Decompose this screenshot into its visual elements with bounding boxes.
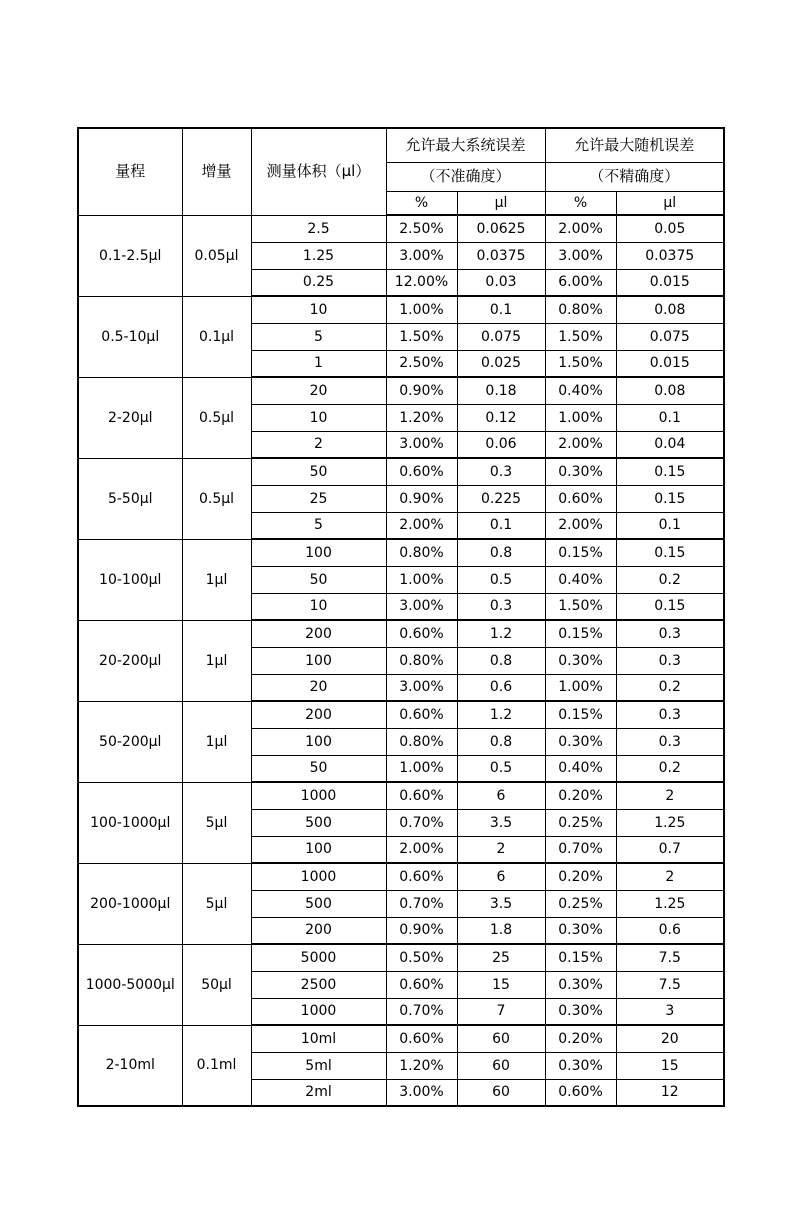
random-ul-cell: 0.3 bbox=[616, 701, 724, 728]
systematic-ul-cell: 6 bbox=[457, 782, 545, 809]
increment-cell: 1µl bbox=[182, 620, 251, 701]
random-ul-cell: 2 bbox=[616, 782, 724, 809]
random-ul-cell: 0.2 bbox=[616, 755, 724, 782]
volume-cell: 0.25 bbox=[251, 269, 386, 296]
systematic-ul-cell: 15 bbox=[457, 971, 545, 998]
range-cell: 0.1-2.5µl bbox=[78, 215, 182, 296]
random-pct-cell: 0.15% bbox=[545, 539, 616, 566]
random-ul-cell: 0.1 bbox=[616, 512, 724, 539]
random-pct-cell: 0.25% bbox=[545, 890, 616, 917]
random-ul-cell: 3 bbox=[616, 998, 724, 1025]
random-ul-cell: 0.15 bbox=[616, 458, 724, 485]
volume-cell: 1 bbox=[251, 350, 386, 377]
volume-cell: 100 bbox=[251, 836, 386, 863]
systematic-pct-cell: 0.80% bbox=[386, 539, 457, 566]
volume-cell: 500 bbox=[251, 890, 386, 917]
systematic-ul-cell: 0.0375 bbox=[457, 242, 545, 269]
volume-cell: 50 bbox=[251, 566, 386, 593]
table-row bbox=[78, 215, 724, 242]
increment-cell: 0.05µl bbox=[182, 215, 251, 296]
volume-cell: 2500 bbox=[251, 971, 386, 998]
systematic-ul-cell: 0.03 bbox=[457, 269, 545, 296]
systematic-ul-cell: 0.1 bbox=[457, 296, 545, 323]
table-row bbox=[78, 863, 724, 890]
table-row bbox=[78, 620, 724, 647]
systematic-ul-cell: 0.18 bbox=[457, 377, 545, 404]
systematic-ul-cell: 3.5 bbox=[457, 809, 545, 836]
volume-cell: 200 bbox=[251, 701, 386, 728]
volume-cell: 20 bbox=[251, 674, 386, 701]
random-ul-cell: 0.6 bbox=[616, 917, 724, 944]
random-ul-cell: 0.0375 bbox=[616, 242, 724, 269]
systematic-pct-cell: 0.70% bbox=[386, 998, 457, 1025]
table-row bbox=[78, 458, 724, 485]
volume-cell: 5 bbox=[251, 323, 386, 350]
random-pct-cell: 0.15% bbox=[545, 620, 616, 647]
random-ul-cell: 0.1 bbox=[616, 404, 724, 431]
systematic-pct-cell: 2.00% bbox=[386, 512, 457, 539]
systematic-pct-cell: 0.90% bbox=[386, 485, 457, 512]
range-cell: 100-1000µl bbox=[78, 782, 182, 863]
volume-cell: 25 bbox=[251, 485, 386, 512]
systematic-ul-cell: 0.075 bbox=[457, 323, 545, 350]
volume-cell: 2.5 bbox=[251, 215, 386, 242]
table-header bbox=[78, 128, 724, 215]
systematic-pct-cell: 0.60% bbox=[386, 1025, 457, 1052]
systematic-ul-cell: 60 bbox=[457, 1052, 545, 1079]
random-ul-cell: 20 bbox=[616, 1025, 724, 1052]
random-pct-cell: 2.00% bbox=[545, 431, 616, 458]
systematic-pct-cell: 1.20% bbox=[386, 404, 457, 431]
range-cell: 2-20µl bbox=[78, 377, 182, 458]
systematic-ul-cell: 1.2 bbox=[457, 620, 545, 647]
random-pct-cell: 0.40% bbox=[545, 755, 616, 782]
volume-cell: 200 bbox=[251, 620, 386, 647]
header-random-sub: （不精确度） bbox=[545, 162, 724, 191]
random-pct-cell: 0.70% bbox=[545, 836, 616, 863]
systematic-pct-cell: 0.90% bbox=[386, 917, 457, 944]
volume-cell: 100 bbox=[251, 728, 386, 755]
systematic-ul-cell: 2 bbox=[457, 836, 545, 863]
header-range: 量程 bbox=[78, 128, 182, 215]
random-pct-cell: 0.30% bbox=[545, 971, 616, 998]
table-row bbox=[78, 701, 724, 728]
random-ul-cell: 2 bbox=[616, 863, 724, 890]
random-pct-cell: 0.20% bbox=[545, 1025, 616, 1052]
table-row bbox=[78, 539, 724, 566]
systematic-pct-cell: 3.00% bbox=[386, 1079, 457, 1106]
random-ul-cell: 0.3 bbox=[616, 620, 724, 647]
random-ul-cell: 0.15 bbox=[616, 539, 724, 566]
range-cell: 5-50µl bbox=[78, 458, 182, 539]
random-ul-cell: 0.08 bbox=[616, 296, 724, 323]
table-row bbox=[78, 1025, 724, 1052]
range-cell: 10-100µl bbox=[78, 539, 182, 620]
systematic-pct-cell: 1.50% bbox=[386, 323, 457, 350]
systematic-pct-cell: 2.50% bbox=[386, 215, 457, 242]
random-pct-cell: 0.15% bbox=[545, 701, 616, 728]
systematic-pct-cell: 1.00% bbox=[386, 296, 457, 323]
random-ul-cell: 0.15 bbox=[616, 485, 724, 512]
systematic-pct-cell: 3.00% bbox=[386, 674, 457, 701]
random-ul-cell: 0.04 bbox=[616, 431, 724, 458]
systematic-ul-cell: 0.225 bbox=[457, 485, 545, 512]
systematic-ul-cell: 0.5 bbox=[457, 755, 545, 782]
systematic-pct-cell: 1.00% bbox=[386, 755, 457, 782]
systematic-pct-cell: 1.20% bbox=[386, 1052, 457, 1079]
systematic-ul-cell: 60 bbox=[457, 1025, 545, 1052]
volume-cell: 10 bbox=[251, 404, 386, 431]
systematic-ul-cell: 0.025 bbox=[457, 350, 545, 377]
volume-cell: 1000 bbox=[251, 782, 386, 809]
table-body bbox=[78, 215, 724, 1106]
increment-cell: 0.5µl bbox=[182, 377, 251, 458]
table-row bbox=[78, 377, 724, 404]
volume-cell: 1.25 bbox=[251, 242, 386, 269]
header-systematic-pct: % bbox=[386, 191, 457, 215]
random-pct-cell: 0.40% bbox=[545, 377, 616, 404]
pipette-tolerance-table bbox=[77, 127, 725, 1107]
systematic-pct-cell: 3.00% bbox=[386, 593, 457, 620]
random-pct-cell: 0.30% bbox=[545, 1052, 616, 1079]
increment-cell: 0.1µl bbox=[182, 296, 251, 377]
random-ul-cell: 0.15 bbox=[616, 593, 724, 620]
volume-cell: 1000 bbox=[251, 863, 386, 890]
systematic-ul-cell: 0.1 bbox=[457, 512, 545, 539]
systematic-pct-cell: 0.60% bbox=[386, 701, 457, 728]
random-pct-cell: 0.30% bbox=[545, 647, 616, 674]
systematic-ul-cell: 0.0625 bbox=[457, 215, 545, 242]
random-ul-cell: 0.05 bbox=[616, 215, 724, 242]
volume-cell: 500 bbox=[251, 809, 386, 836]
volume-cell: 50 bbox=[251, 755, 386, 782]
random-pct-cell: 1.50% bbox=[545, 350, 616, 377]
systematic-pct-cell: 2.00% bbox=[386, 836, 457, 863]
range-cell: 2-10ml bbox=[78, 1025, 182, 1106]
volume-cell: 5 bbox=[251, 512, 386, 539]
random-pct-cell: 0.25% bbox=[545, 809, 616, 836]
systematic-pct-cell: 12.00% bbox=[386, 269, 457, 296]
random-pct-cell: 0.15% bbox=[545, 944, 616, 971]
random-pct-cell: 0.30% bbox=[545, 458, 616, 485]
increment-cell: 1µl bbox=[182, 539, 251, 620]
volume-cell: 10ml bbox=[251, 1025, 386, 1052]
table-row bbox=[78, 944, 724, 971]
systematic-pct-cell: 0.60% bbox=[386, 782, 457, 809]
volume-cell: 5ml bbox=[251, 1052, 386, 1079]
random-ul-cell: 0.075 bbox=[616, 323, 724, 350]
systematic-pct-cell: 0.50% bbox=[386, 944, 457, 971]
systematic-pct-cell: 0.90% bbox=[386, 377, 457, 404]
systematic-pct-cell: 0.60% bbox=[386, 863, 457, 890]
systematic-ul-cell: 0.12 bbox=[457, 404, 545, 431]
systematic-pct-cell: 3.00% bbox=[386, 431, 457, 458]
random-ul-cell: 15 bbox=[616, 1052, 724, 1079]
range-cell: 50-200µl bbox=[78, 701, 182, 782]
random-pct-cell: 0.30% bbox=[545, 917, 616, 944]
random-pct-cell: 0.30% bbox=[545, 998, 616, 1025]
systematic-ul-cell: 0.6 bbox=[457, 674, 545, 701]
random-pct-cell: 0.60% bbox=[545, 485, 616, 512]
systematic-pct-cell: 3.00% bbox=[386, 242, 457, 269]
random-pct-cell: 1.00% bbox=[545, 404, 616, 431]
volume-cell: 10 bbox=[251, 296, 386, 323]
systematic-pct-cell: 0.80% bbox=[386, 647, 457, 674]
systematic-pct-cell: 0.80% bbox=[386, 728, 457, 755]
volume-cell: 5000 bbox=[251, 944, 386, 971]
random-ul-cell: 0.2 bbox=[616, 566, 724, 593]
volume-cell: 10 bbox=[251, 593, 386, 620]
random-ul-cell: 0.2 bbox=[616, 674, 724, 701]
random-ul-cell: 7.5 bbox=[616, 944, 724, 971]
header-systematic-sub: （不准确度） bbox=[386, 162, 545, 191]
systematic-ul-cell: 1.2 bbox=[457, 701, 545, 728]
table-row bbox=[78, 296, 724, 323]
random-pct-cell: 1.50% bbox=[545, 323, 616, 350]
random-ul-cell: 7.5 bbox=[616, 971, 724, 998]
header-systematic-ul: µl bbox=[457, 191, 545, 215]
random-pct-cell: 2.00% bbox=[545, 215, 616, 242]
random-pct-cell: 1.00% bbox=[545, 674, 616, 701]
systematic-pct-cell: 0.60% bbox=[386, 620, 457, 647]
systematic-pct-cell: 0.60% bbox=[386, 971, 457, 998]
volume-cell: 100 bbox=[251, 539, 386, 566]
range-cell: 20-200µl bbox=[78, 620, 182, 701]
range-cell: 200-1000µl bbox=[78, 863, 182, 944]
volume-cell: 200 bbox=[251, 917, 386, 944]
increment-cell: 0.1ml bbox=[182, 1025, 251, 1106]
header-random-error: 允许最大随机误差 bbox=[545, 128, 724, 162]
systematic-ul-cell: 3.5 bbox=[457, 890, 545, 917]
systematic-pct-cell: 0.60% bbox=[386, 458, 457, 485]
increment-cell: 0.5µl bbox=[182, 458, 251, 539]
volume-cell: 100 bbox=[251, 647, 386, 674]
random-pct-cell: 1.50% bbox=[545, 593, 616, 620]
increment-cell: 1µl bbox=[182, 701, 251, 782]
table-row bbox=[78, 782, 724, 809]
random-pct-cell: 0.20% bbox=[545, 863, 616, 890]
systematic-ul-cell: 25 bbox=[457, 944, 545, 971]
systematic-pct-cell: 0.70% bbox=[386, 809, 457, 836]
increment-cell: 5µl bbox=[182, 782, 251, 863]
systematic-pct-cell: 2.50% bbox=[386, 350, 457, 377]
random-ul-cell: 0.015 bbox=[616, 269, 724, 296]
random-ul-cell: 12 bbox=[616, 1079, 724, 1106]
systematic-ul-cell: 0.3 bbox=[457, 593, 545, 620]
range-cell: 0.5-10µl bbox=[78, 296, 182, 377]
random-ul-cell: 0.015 bbox=[616, 350, 724, 377]
volume-cell: 50 bbox=[251, 458, 386, 485]
random-ul-cell: 1.25 bbox=[616, 890, 724, 917]
random-pct-cell: 2.00% bbox=[545, 512, 616, 539]
systematic-ul-cell: 0.8 bbox=[457, 539, 545, 566]
systematic-pct-cell: 1.00% bbox=[386, 566, 457, 593]
volume-cell: 2ml bbox=[251, 1079, 386, 1106]
random-pct-cell: 3.00% bbox=[545, 242, 616, 269]
volume-cell: 1000 bbox=[251, 998, 386, 1025]
systematic-ul-cell: 6 bbox=[457, 863, 545, 890]
random-pct-cell: 0.20% bbox=[545, 782, 616, 809]
random-ul-cell: 0.3 bbox=[616, 647, 724, 674]
header-volume: 测量体积（µl） bbox=[251, 128, 386, 215]
systematic-ul-cell: 0.8 bbox=[457, 728, 545, 755]
systematic-ul-cell: 1.8 bbox=[457, 917, 545, 944]
random-pct-cell: 6.00% bbox=[545, 269, 616, 296]
random-ul-cell: 0.7 bbox=[616, 836, 724, 863]
systematic-ul-cell: 0.06 bbox=[457, 431, 545, 458]
volume-cell: 2 bbox=[251, 431, 386, 458]
systematic-ul-cell: 0.8 bbox=[457, 647, 545, 674]
random-pct-cell: 0.40% bbox=[545, 566, 616, 593]
random-pct-cell: 0.80% bbox=[545, 296, 616, 323]
range-cell: 1000-5000µl bbox=[78, 944, 182, 1025]
header-random-pct: % bbox=[545, 191, 616, 215]
systematic-ul-cell: 0.3 bbox=[457, 458, 545, 485]
systematic-ul-cell: 60 bbox=[457, 1079, 545, 1106]
random-ul-cell: 1.25 bbox=[616, 809, 724, 836]
random-pct-cell: 0.30% bbox=[545, 728, 616, 755]
volume-cell: 20 bbox=[251, 377, 386, 404]
header-systematic-error: 允许最大系统误差 bbox=[386, 128, 545, 162]
random-pct-cell: 0.60% bbox=[545, 1079, 616, 1106]
systematic-ul-cell: 7 bbox=[457, 998, 545, 1025]
increment-cell: 50µl bbox=[182, 944, 251, 1025]
random-ul-cell: 0.3 bbox=[616, 728, 724, 755]
header-increment: 增量 bbox=[182, 128, 251, 215]
header-random-ul: µl bbox=[616, 191, 724, 215]
systematic-pct-cell: 0.70% bbox=[386, 890, 457, 917]
increment-cell: 5µl bbox=[182, 863, 251, 944]
systematic-ul-cell: 0.5 bbox=[457, 566, 545, 593]
random-ul-cell: 0.08 bbox=[616, 377, 724, 404]
